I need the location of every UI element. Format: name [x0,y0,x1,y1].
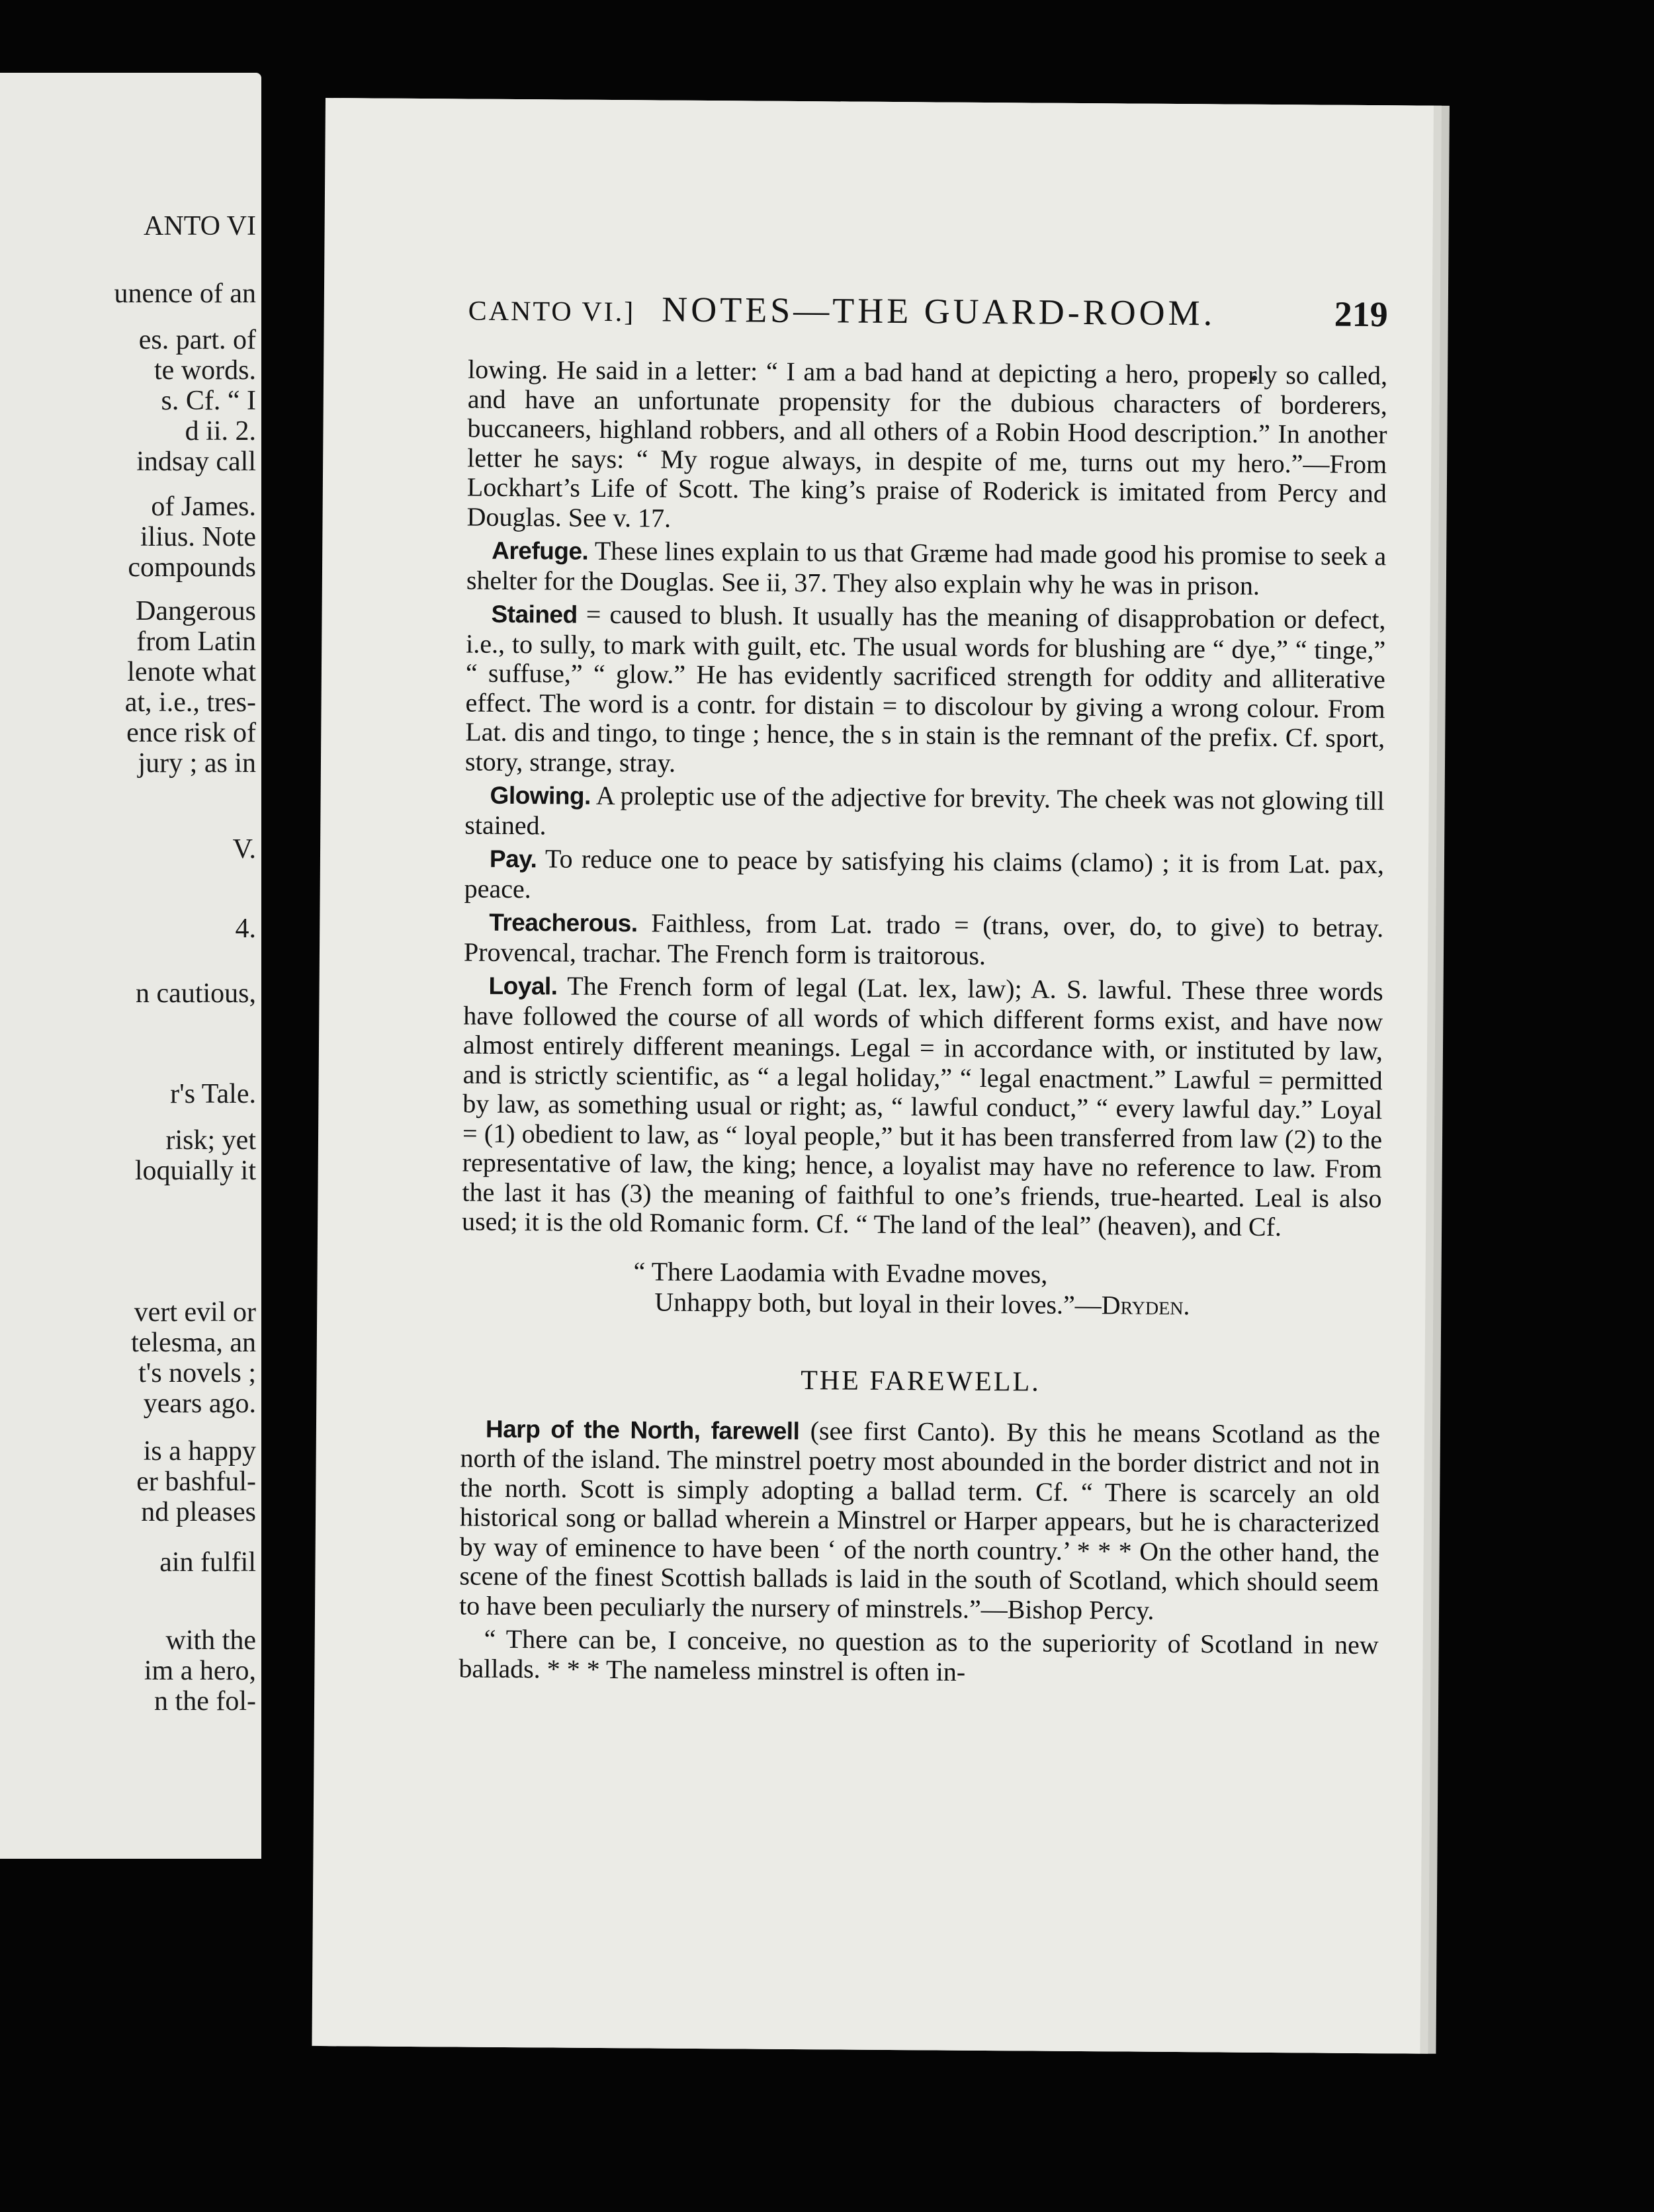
lemma-arefuge: Arefuge. [492,536,589,565]
running-head-title: NOTES—THE GUARD-ROOM. [662,289,1216,333]
verse-quotation [633,1256,1381,1322]
facing-page-line: Dangerous [136,596,256,626]
facing-page-line: s. Cf. “ I [161,386,256,416]
facing-page-line: es. part. of [138,325,256,355]
lemma-treacherous: Treacherous. [489,908,638,937]
note-arefuge-text: These lines explain to us that Græme had made good his promise to seek a shelter for the Douglas. See ii, 37. They also explain why he was in prison. [466,535,1387,601]
facing-page-line: risk; yet [165,1125,256,1156]
note-stained [465,599,1386,783]
note-loyal [462,970,1383,1242]
page-number: 219 [1334,294,1388,335]
quote-line-1: “ There Laodamia with Evadne moves, [633,1255,1048,1289]
facing-page-line: er bashful- [136,1467,256,1497]
note-arefuge [466,536,1387,602]
lemma-harp: Harp of the North, farewell [485,1415,800,1445]
facing-page-line: years ago. [143,1388,256,1419]
facing-page-line: with the [165,1625,256,1656]
note-glowing [464,780,1385,846]
section-heading: THE FAREWELL. [801,1365,1041,1398]
facing-page-line: n cautious, [136,978,256,1009]
facing-page-line: telesma, an [131,1328,256,1358]
note-treacherous [464,907,1384,973]
quote-line-2 [633,1287,1381,1322]
facing-page-line: d ii. 2. [185,416,256,447]
facing-page-line: 4. [235,914,256,944]
book-page [312,98,1434,2054]
facing-page-line: ence risk of [126,718,256,748]
facing-page-line: from Latin [136,626,256,657]
lemma-loyal: Loyal. [488,972,558,1000]
facing-page-line: V. [232,834,256,865]
note-treacherous-text: Faithless, from Lat. trado = (trans, over, do, to give) to betray. Provencal, trachar. The French form is traitorous. [463,908,1384,970]
facing-page-line: of James. [151,491,256,522]
note-harp-text: (see first Canto). By this he means Scotland as the north of the island. The minstrel poetry most abounded in the border district and not in the north. Scott is simply adopting a ballad term. Cf. “ There is scarcely an old historical song or ballad wherein a Minstrel or Harper appears, but he is characterized by way of eminence to have been ‘ of the north country.’ * * * On the other hand, the scene of the finest Scottish ballads is laid in the south of Scotland, which should seem to have been peculiarly the nursery of minstrels.”—Bishop Percy. [458,1415,1381,1625]
facing-page-line: is a happy [143,1436,256,1467]
facing-page-line: unence of an [114,278,256,309]
facing-page-line: ilius. Note [140,522,256,552]
facing-page-line: vert evil or [134,1297,256,1328]
facing-page-line: loquially it [134,1156,256,1186]
lemma-pay: Pay. [489,845,537,873]
note-glowing-text: A proleptic use of the adjective for brevity. The cheek was not glowing till stained. [464,780,1385,840]
facing-page-line: ANTO VI [144,211,256,241]
facing-page-line: ain fulfil [159,1547,256,1578]
facing-page-line: indsay call [136,447,256,477]
facing-page-line: lenote what [127,657,256,687]
facing-page-line: r's Tale. [170,1079,256,1109]
page-body [458,288,1388,1694]
facing-page-line: n the fol- [154,1686,256,1717]
quote-attribution: Dryden. [1101,1289,1190,1320]
quote-line-2-text: Unhappy both, but loyal in their loves.”— [654,1287,1102,1320]
facing-page-line: at, i.e., tres- [124,687,256,718]
running-head [468,288,1388,335]
note-loyal-text: The French form of legal (Lat. lex, law); A. S. lawful. These three words have followed the course of all words of which different forms exist, and have now almost entirely different meanings. Legal = in accordance with, or instituted by law, and is strictly scientific, as “ a legal holiday,” “ legal enactment.” Lawful = permitted by law, as something usual or right; as, “ lawful conduct,” “ every lawful day.” Loyal = (1) obedient to law, as “ loyal people,” but it has been transferred from law (2) to the representative of law, the king; hence, a loyalist may have no reference to law. From the last it has (3) the meaning of faithful to one’s friends, true-hearted. Leal is also used; it is the old Romanic form. Cf. “ The land of the leal” (heaven), and Cf. [461,970,1383,1242]
lemma-stained: Stained [491,600,578,628]
note-stained-text: = caused to blush. It usually has the meaning of disapprobation or defect, i.e., to sully, to mark with guilt, etc. The usual words for blushing are “ dye,” “ tinge,” “ suffuse,” “ glow.” He has evidently sacrificed strength for oddity and alliterative effect. The word is a contr. for distain = to discolour by giving a wrong colour. From Lat. dis and tingo, to tinge ; hence, the s in stain is the remnant of the prefix. Cf. sport, story, strange, stray. [464,599,1386,778]
note-pay-text: To reduce one to peace by satisfying his claims (clamo) ; it is from Lat. pax, peace. [464,843,1385,904]
note-last-paragraph: “ There can be, I conceive, no question as to the superiority of Scotland in new ballads. * * * The nameless minstrel is often in- [458,1623,1379,1687]
facing-page-line: t's novels ; [138,1358,256,1388]
facing-page-fragment [0,73,261,1859]
note-paragraph-continuation: lowing. He said in a letter: “ I am a bad hand at depicting a hero, properly so called, and have an unfortunate propensity for the dubious characters of borderers, buccaneers, highland robbers, and all others of a Robin Hood description.” In another letter he says: “ My rogue always, in despite of me, turns out my hero.”—From Lockhart’s Life of Scott. The king’s praise of Roderick is imitated from Percy and Douglas. See v. 17. [466,354,1388,533]
running-head-canto: CANTO VI.] [468,296,636,328]
facing-page-line: im a hero, [144,1656,256,1686]
note-pay [464,843,1385,910]
note-harp [459,1414,1380,1627]
facing-page-line: nd pleases [141,1497,256,1527]
facing-page-line: te words. [154,355,256,386]
facing-page-line: compounds [128,552,256,583]
lemma-glowing: Glowing. [490,781,591,810]
facing-page-line: jury ; as in [138,748,256,779]
